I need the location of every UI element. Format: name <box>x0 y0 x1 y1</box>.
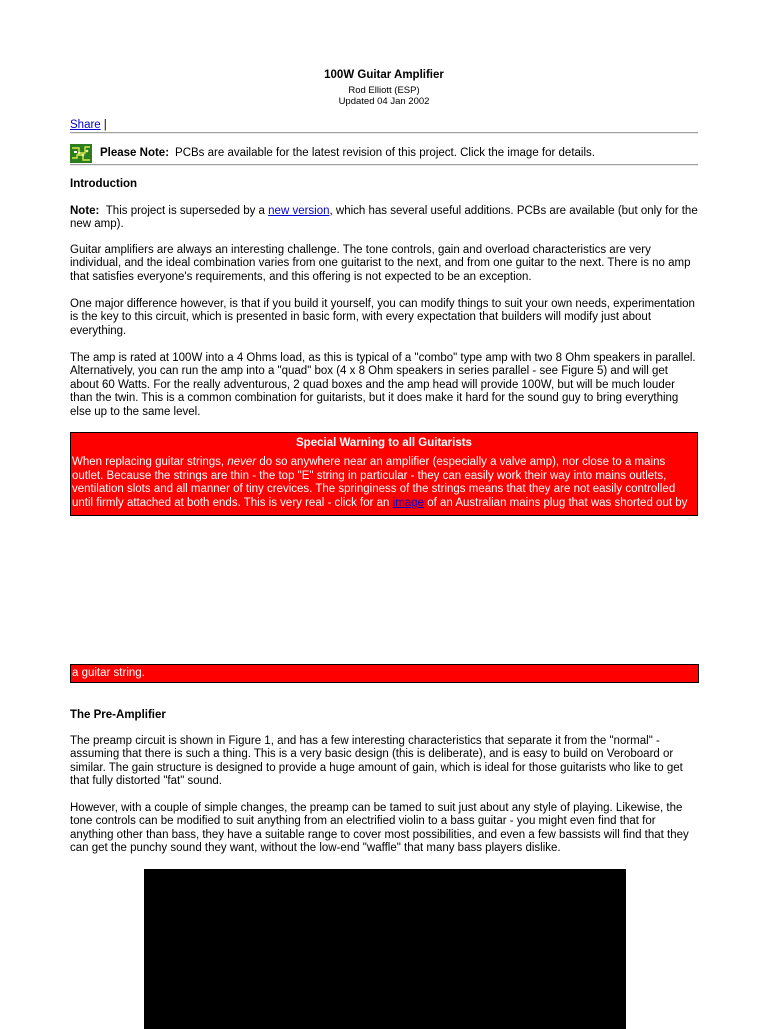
preamp-paragraph-1: The preamp circuit is shown in Figure 1, and has a few interesting characteristics that separate it from the "normal" - assuming that there is such a thing. This is a very basic design (this is deliberate), and is easy to build on Veroboard or similar. The gain structure is designed to provide a huge amount of gain, which is ideal for those guitarists who like to get that fully distorted "fat" sound. <box>70 735 683 788</box>
notice-label: Please Note: <box>100 146 170 159</box>
warning-continuation: a guitar string. <box>70 664 699 683</box>
pcb-notice <box>70 144 698 163</box>
warning-text-before: When replacing guitar strings, <box>72 456 225 469</box>
share-row <box>70 119 698 132</box>
intro-note-paragraph <box>70 205 698 232</box>
figure-1-image[interactable] <box>144 869 626 1029</box>
updated-date: Updated 04 Jan 2002 <box>338 96 430 107</box>
pcb-thumbnail-icon[interactable] <box>70 144 92 163</box>
preamp-heading: The Pre-Amplifier <box>70 709 166 721</box>
warning-image-link[interactable]: image <box>392 496 424 509</box>
new-version-link[interactable]: new version <box>268 205 330 217</box>
notice-text: PCBs are available for the latest revision of this project. Click the image for details. <box>175 146 595 159</box>
share-separator: | <box>103 119 107 131</box>
note-label: Note: <box>70 205 100 217</box>
note-text-after: , which has several useful additions. PCBs are available (but only for the new amp). <box>70 205 698 231</box>
guitarist-warning-box <box>70 432 698 516</box>
intro-paragraph-2: One major difference however, is that if you build it yourself, you can modify things to suit your own needs, experimentation is the key to this circuit, which is presented in basic form, with every expectation that builders will modify just about everything. <box>70 298 695 337</box>
warning-text-middle: do so anywhere near an amplifier (especially a valve amp), nor close to a mains outlet. Because the strings are thin - the top "E" string in particular - they can easily work their way into mains outlets, ventilation slots and all manner of tiny crevices. The springiness of the strings means that they are not easily controlled until firmly attached at both ends. This is very real - click for an <box>72 456 676 509</box>
warning-emphasis: never <box>227 456 257 469</box>
intro-paragraph-3: The amp is rated at 100W into a 4 Ohms load, as this is typical of a "combo" type amp with two 8 Ohm speakers in parallel. Alternatively, you can run the amp into a "quad" box (4 x 8 Ohm speakers in series parallel - see Figure 5) and will get about 60 Watts. For the really adventurous, 2 quad boxes and the amp head will provide 100W, but will be much louder than the twin. This is a common combination for guitarists, but it does make it hard for the sound guy to bring everything else up to the same level. <box>70 352 696 418</box>
introduction-heading: Introduction <box>70 178 138 190</box>
note-text-before: This project is superseded by a <box>105 205 265 217</box>
warning-text <box>72 456 697 510</box>
intro-paragraph-1: Guitar amplifiers are always an interesting challenge. The tone controls, gain and overload characteristics are very individual, and the ideal combination varies from one guitarist to the next, and from one guitar to the next. There is no amp that satisfies everyone's requirements, and this offering is not expected to be an exception. <box>70 244 691 283</box>
share-link[interactable]: Share <box>70 119 101 131</box>
warning-text-after: of an Australian mains plug that was shorted out by <box>427 496 688 509</box>
warning-title: Special Warning to all Guitarists <box>296 437 472 449</box>
author-line: Rod Elliott (ESP) <box>348 85 420 96</box>
divider-bottom <box>70 164 698 166</box>
divider-top <box>70 132 698 134</box>
preamp-paragraph-2: However, with a couple of simple changes, the preamp can be tamed to suit just about any style of playing. Likewise, the tone controls can be modified to suit anything from an electrified violin to a bass guitar - you might even find that for anything other than bass, they have a suitable range to cover most possibilities, and even a few bassists will find that they can get the punchy sound they want, without the low-end "waffle" that many bass players dislike. <box>70 802 689 855</box>
page-title: 100W Guitar Amplifier <box>324 69 444 81</box>
